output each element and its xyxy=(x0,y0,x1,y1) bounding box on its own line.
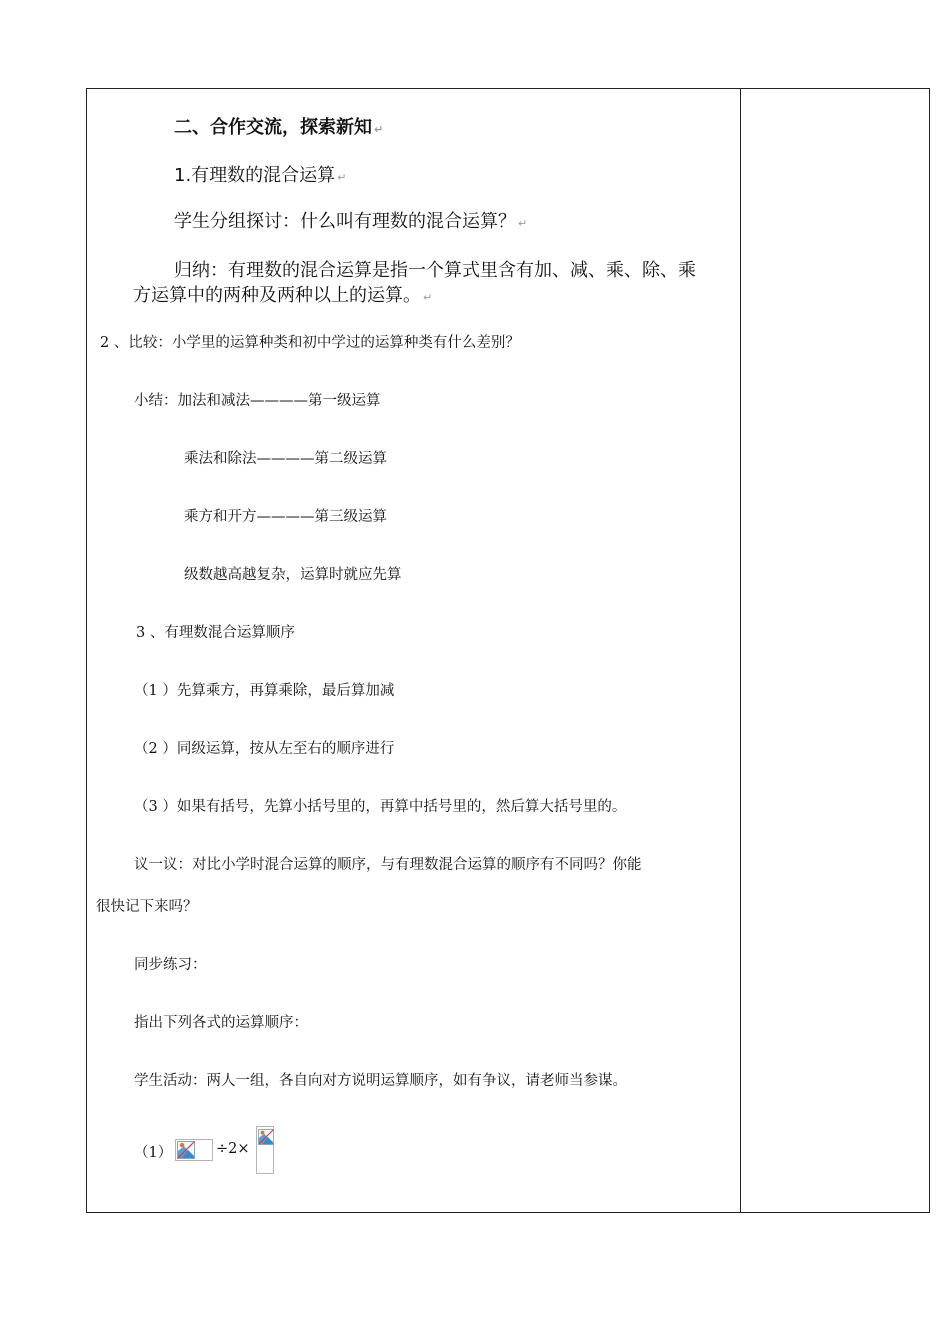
discussion-line-1: 议一议：对比小学时混合运算的顺序，与有理数混合运算的顺序有不同吗？你能 xyxy=(134,857,642,873)
discussion-line-2: 很快记下来吗？ xyxy=(96,899,198,915)
practice-title: 同步练习： xyxy=(134,957,207,973)
paragraph-mark-icon: ↵ xyxy=(518,217,528,230)
order-item-2: （2 ）同级运算，按从左至右的顺序进行 xyxy=(134,741,395,757)
exercise-1-operator: ÷2× xyxy=(216,1141,250,1157)
student-activity: 学生活动：两人一组，各自向对方说明运算顺序，如有争议，请老师当参谋。 xyxy=(134,1073,627,1089)
subsection-title-text: 1.有理数的混合运算 xyxy=(174,165,336,186)
formula-image-placeholder xyxy=(175,1139,213,1161)
conclusion-line-2-text: 方运算中的两种及两种以上的运算。 xyxy=(133,285,421,306)
broken-image-icon xyxy=(258,1128,274,1146)
summary-line-1: 小结：加法和减法————第一级运算 xyxy=(134,393,381,409)
exercise-1-label: （1） xyxy=(134,1145,173,1161)
summary-line-4: 级数越高越复杂，运算时就应先算 xyxy=(184,567,402,583)
order-item-1: （1 ）先算乘方，再算乘除，最后算加减 xyxy=(134,683,395,699)
order-item-3: （3 ）如果有括号，先算小括号里的，再算中括号里的，然后算大括号里的。 xyxy=(134,799,627,815)
formula-image-placeholder xyxy=(256,1126,274,1174)
practice-instruction: 指出下列各式的运算顺序： xyxy=(134,1015,308,1031)
summary-line-2: 乘法和除法————第二级运算 xyxy=(184,451,387,467)
broken-image-icon xyxy=(177,1141,195,1159)
discussion-question xyxy=(174,207,527,233)
conclusion-line-2 xyxy=(133,281,432,307)
section-title-text: 二、合作交流，探索新知 xyxy=(174,117,372,138)
paragraph-mark-icon: ↵ xyxy=(374,123,384,136)
discussion-question-text: 学生分组探讨：什么叫有理数的混合运算？ xyxy=(174,211,516,232)
paragraph-mark-icon: ↵ xyxy=(337,171,347,184)
summary-line-3: 乘方和开方————第三级运算 xyxy=(184,509,387,525)
order-title: 3 、有理数混合运算顺序 xyxy=(136,625,295,641)
subsection-title xyxy=(174,161,346,187)
column-divider xyxy=(740,88,741,1213)
section-title xyxy=(174,113,383,139)
conclusion-line-1: 归纳：有理数的混合运算是指一个算式里含有加、减、乘、除、乘 xyxy=(174,260,696,281)
paragraph-mark-icon: ↵ xyxy=(423,291,433,304)
compare-question: 2 、比较：小学里的运算种类和初中学过的运算种类有什么差别？ xyxy=(100,335,520,351)
